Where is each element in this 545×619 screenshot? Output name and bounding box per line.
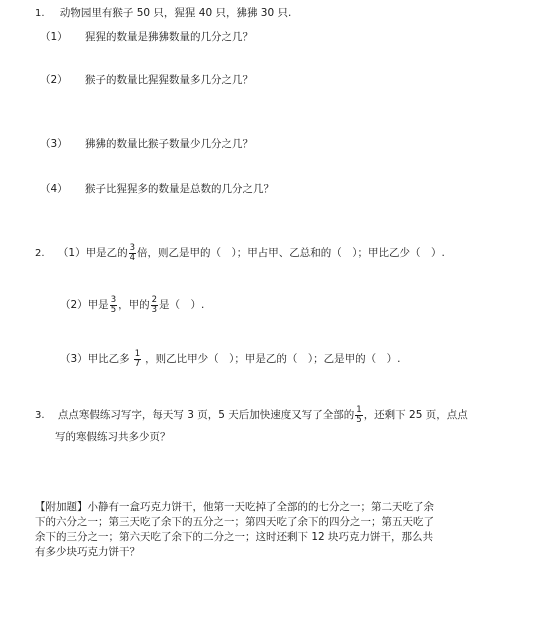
q3-frac-denominator: 5 xyxy=(356,414,362,425)
extra-line-1: 【附加题】小静有一盒巧克力饼干，他第一天吃掉了全部的的七分之一；第二天吃了余 xyxy=(35,501,434,513)
q3-line2-text: 写的寒假练习共多少页？ xyxy=(55,431,171,443)
extra-question xyxy=(35,500,434,560)
q2-p3-pre: （3）甲比乙多 xyxy=(60,353,130,365)
q2-part-1 xyxy=(35,242,445,265)
extra-line-4: 有多少块巧克力饼干？ xyxy=(35,546,140,558)
q1-sub-2-text: 猴子的数量比猩猩数量多几分之几？ xyxy=(85,74,254,86)
q2-p2-frac2-numerator: 2 xyxy=(151,294,158,305)
q2-p1-fraction xyxy=(129,244,136,263)
q2-p1-post: 倍，则乙是甲的（ ）；甲占甲、乙总和的（ ）；甲比乙少（ ）. xyxy=(137,247,445,259)
q2-p3-frac-denominator: 7 xyxy=(134,358,141,369)
q1-sub-4 xyxy=(40,182,274,196)
q3-line-2 xyxy=(55,430,171,444)
q1-stem: 动物园里有猴子 50 只，猩猩 40 只，狒狒 30 只. xyxy=(59,7,292,19)
q1-number: 1. xyxy=(35,8,45,19)
q2-p2-mid: ，甲的 xyxy=(118,299,150,311)
q1-sub-2 xyxy=(40,73,253,87)
extra-line-3: 余下的三分之一；第六天吃了余下的二分之一；这时还剩下 12 块巧克力饼干，那么共 xyxy=(35,531,434,543)
q2-p1-frac-numerator: 3 xyxy=(129,242,135,253)
q2-p2-frac2-denominator: 3 xyxy=(151,304,158,315)
q2-p1-pre: （1）甲是乙的 xyxy=(57,247,128,259)
q2-part-3 xyxy=(60,348,400,370)
q3-frac-numerator: 1 xyxy=(356,404,362,415)
q2-p3-post: ，则乙比甲少（ ）；甲是乙的（ ）；乙是甲的（ ）. xyxy=(145,353,401,365)
q1-sub-3-text: 狒狒的数量比猴子数量少几分之几？ xyxy=(85,138,254,150)
q3-line1-pre: 点点寒假练习写字，每天写 3 页，5 天后加快速度又写了全部的 xyxy=(57,409,355,421)
q2-p2-pre: （2）甲是 xyxy=(60,299,109,311)
q1-sub-1-text: 猩猩的数量是狒狒数量的几分之几？ xyxy=(85,31,254,43)
q2-p2-fraction-1 xyxy=(110,296,117,315)
q2-number: 2. xyxy=(35,248,45,259)
q2-p2-frac1-numerator: 3 xyxy=(110,294,117,305)
q3-line-1 xyxy=(35,404,468,427)
q1-sub-3 xyxy=(40,137,253,151)
q1-sub-4-label: （4） xyxy=(40,183,68,195)
q1-sub-1-label: （1） xyxy=(40,31,68,43)
q2-p2-frac1-denominator: 5 xyxy=(110,304,117,315)
q2-p1-frac-denominator: 4 xyxy=(129,252,135,263)
q2-part-2 xyxy=(60,294,204,316)
q2-p2-fraction-2 xyxy=(151,296,158,315)
extra-line-2: 下的六分之一；第三天吃了余下的五分之一；第四天吃了余下的四分之一；第五天吃了 xyxy=(35,516,434,528)
q1-sub-2-label: （2） xyxy=(40,74,68,86)
q2-p3-frac-numerator: 1 xyxy=(134,348,141,359)
q3-line1-post: ，还剩下 25 页，点点 xyxy=(363,409,468,421)
q1-sub-4-text: 猴子比猩猩多的数量是总数的几分之几？ xyxy=(85,183,275,195)
q1-sub-1 xyxy=(40,30,253,44)
q1-sub-3-label: （3） xyxy=(40,138,68,150)
q2-p3-fraction xyxy=(134,350,141,369)
q1-line xyxy=(35,6,291,21)
q2-p2-post: 是（ ）. xyxy=(159,299,205,311)
q3-fraction xyxy=(355,406,362,425)
q3-number: 3. xyxy=(35,410,45,421)
